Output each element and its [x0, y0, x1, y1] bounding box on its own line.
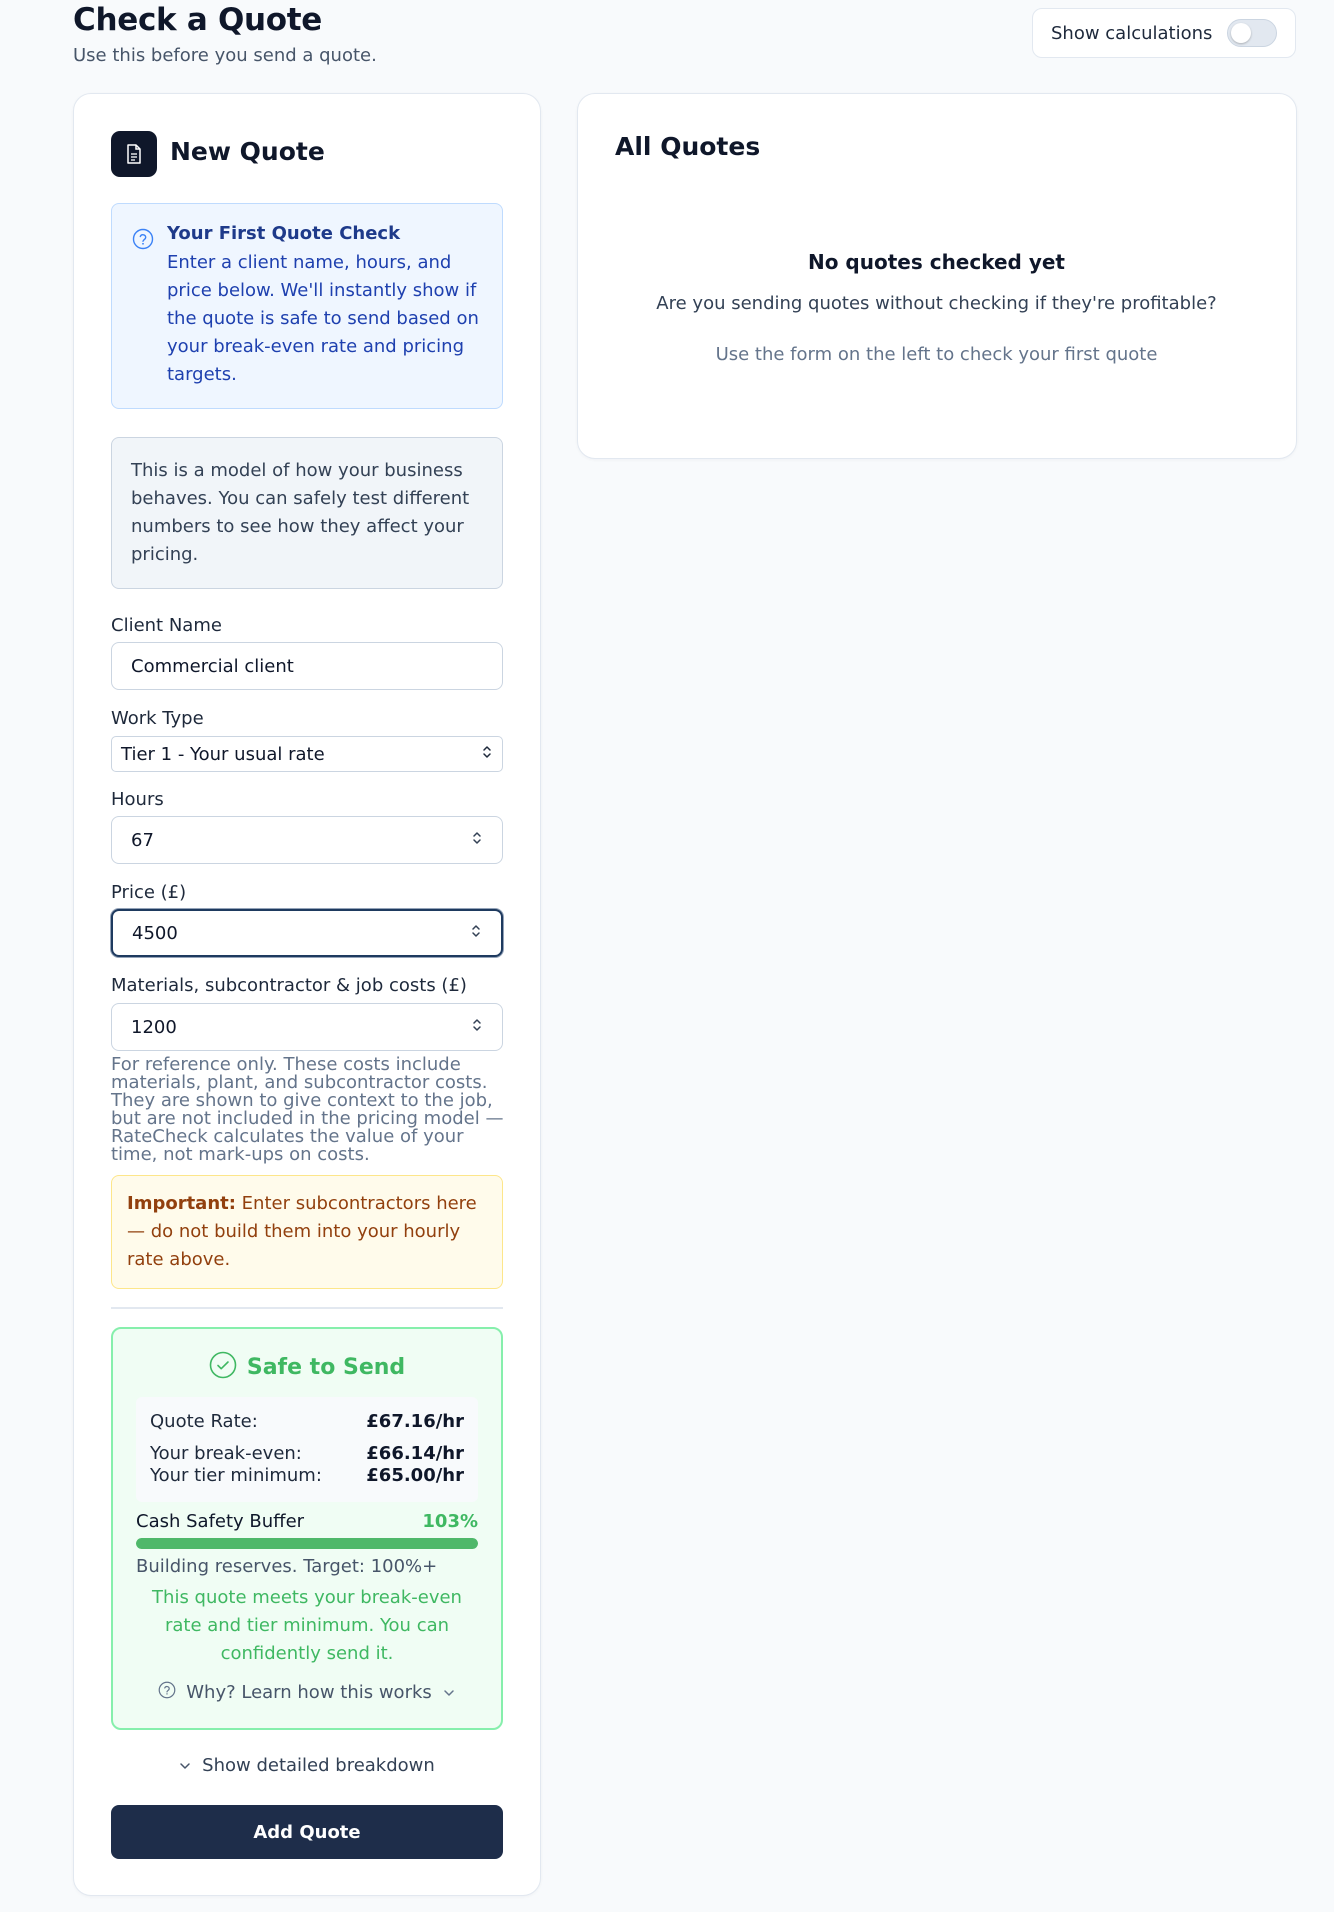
toggle-switch[interactable]	[1227, 19, 1277, 47]
subcontractor-warning	[111, 1175, 503, 1289]
cash-buffer-label: Cash Safety Buffer	[136, 1511, 305, 1532]
info-text: Enter a client name, hours, and price below. We'll instantly show if the quote is safe to send based on your break-even rate and pricing targets.	[167, 252, 479, 385]
hours-label: Hours	[111, 789, 164, 810]
breakeven-row	[150, 1432, 464, 1465]
first-quote-info-box	[111, 203, 503, 409]
price-label: Price (£)	[111, 882, 187, 903]
chevron-down-icon	[442, 1682, 456, 1703]
toggle-knob	[1231, 23, 1251, 43]
cash-buffer-fill	[136, 1538, 478, 1549]
quote-rate-label: Quote Rate:	[150, 1411, 258, 1432]
add-quote-button[interactable]: Add Quote	[111, 1805, 503, 1859]
status-header	[113, 1351, 501, 1383]
tier-min-value: £65.00/hr	[366, 1465, 464, 1486]
status-badge: Safe to Send	[246, 1354, 406, 1380]
document-icon	[111, 131, 157, 177]
hours-value: 67	[131, 829, 154, 851]
page-title: Check a Quote	[73, 2, 323, 38]
rates-panel	[136, 1397, 478, 1502]
select-arrows-icon	[481, 744, 493, 765]
show-calculations-label: Show calculations	[1051, 22, 1213, 44]
show-calculations-toggle[interactable]	[1032, 8, 1296, 58]
spinner-icon[interactable]	[470, 923, 482, 944]
check-circle-icon	[209, 1351, 237, 1383]
divider	[111, 1307, 503, 1309]
show-breakdown-toggle[interactable]	[74, 1755, 539, 1776]
chevron-down-icon	[178, 1755, 192, 1776]
work-type-value: Tier 1 - Your usual rate	[121, 743, 325, 765]
reserve-text: Building reserves. Target: 100%+	[136, 1556, 438, 1577]
tier-min-row	[150, 1465, 464, 1487]
model-note: This is a model of how your business behaves. You can safely test different numbers to see how they affect your pricing.	[111, 437, 503, 589]
spinner-icon[interactable]	[471, 830, 483, 851]
price-value: 4500	[132, 922, 178, 944]
cash-buffer-row	[136, 1511, 478, 1532]
info-title: Your First Quote Check	[167, 223, 401, 244]
result-message: This quote meets your break-even rate and tier minimum. You can confidently send it.	[152, 1587, 462, 1664]
costs-help-text: For reference only. These costs include materials, plant, and subcontractor costs. They are shown to give context to the job, but are not included in the pricing model — RateCheck calculates the value of your time, not mark-ups on costs.	[111, 1054, 504, 1165]
breakeven-label: Your break-even:	[150, 1443, 302, 1464]
price-input[interactable]	[111, 909, 503, 957]
client-name-label: Client Name	[111, 615, 222, 636]
costs-label: Materials, subcontractor & job costs (£)	[111, 975, 467, 996]
cash-buffer-value: 103%	[422, 1511, 478, 1532]
show-breakdown-label: Show detailed breakdown	[202, 1755, 435, 1776]
page-subtitle: Use this before you send a quote.	[73, 45, 377, 66]
client-name-value: Commercial client	[131, 655, 294, 677]
all-quotes-title: All Quotes	[615, 132, 761, 161]
result-panel	[111, 1327, 503, 1730]
learn-more-label: Why? Learn how this works	[186, 1682, 432, 1703]
spinner-icon[interactable]	[471, 1017, 483, 1038]
client-name-input[interactable]	[111, 642, 503, 690]
question-circle-icon	[158, 1681, 176, 1704]
new-quote-title: New Quote	[170, 137, 325, 166]
tier-min-label: Your tier minimum:	[150, 1465, 322, 1486]
empty-state-title: No quotes checked yet	[807, 250, 1065, 274]
empty-state-question: Are you sending quotes without checking if they're profitable?	[656, 293, 1217, 314]
warning-text: Enter subcontractors here — do not build them into your hourly rate above.	[127, 1193, 477, 1270]
empty-state-hint: Use the form on the left to check your first quote	[715, 344, 1158, 365]
hours-input[interactable]	[111, 816, 503, 864]
work-type-select[interactable]	[111, 736, 503, 772]
quote-rate-value: £67.16/hr	[366, 1411, 464, 1432]
question-circle-icon	[132, 228, 154, 254]
work-type-label: Work Type	[111, 708, 204, 729]
all-quotes-card	[577, 93, 1297, 459]
costs-value: 1200	[131, 1016, 177, 1038]
breakeven-value: £66.14/hr	[366, 1443, 464, 1464]
cash-buffer-bar	[136, 1538, 478, 1549]
new-quote-card	[73, 93, 541, 1896]
costs-input[interactable]	[111, 1003, 503, 1051]
warning-bold: Important:	[127, 1193, 236, 1214]
quote-rate-row	[150, 1397, 464, 1432]
learn-more-toggle[interactable]	[113, 1681, 501, 1704]
